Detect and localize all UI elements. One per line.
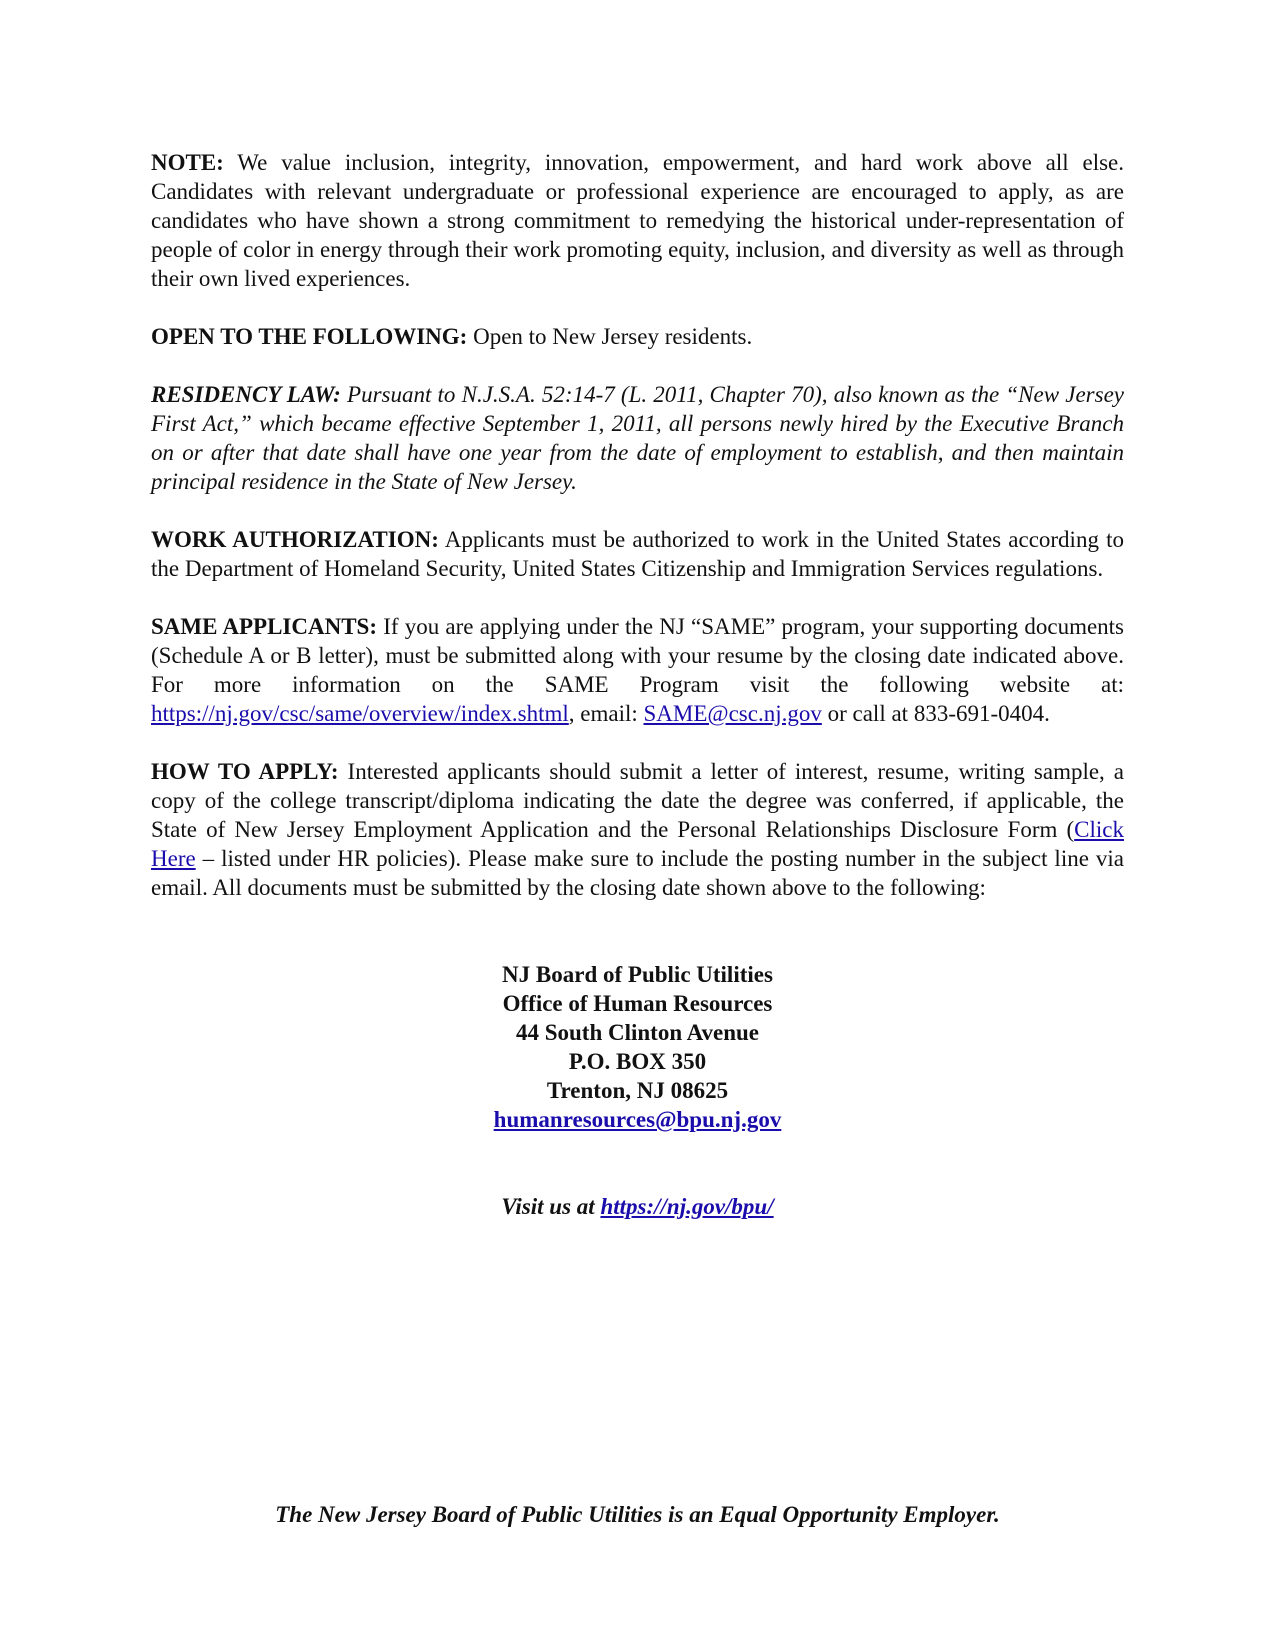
open-to-label: OPEN TO THE FOLLOWING:: [151, 324, 468, 349]
residency-label: RESIDENCY LAW:: [151, 382, 341, 407]
residency-text: Pursuant to N.J.S.A. 52:14-7 (L. 2011, Chapter 70), also known as the “New Jersey First Act,” which became effective September 1, 2011, all persons newly hired by the Executive Branch on or after that date shall have one year from the date of employment to establish, and then maintain principal residence in the State of New Jersey.: [151, 382, 1124, 494]
work-auth-paragraph: [151, 525, 1124, 583]
same-label: SAME APPLICANTS:: [151, 614, 378, 639]
address-line-4: P.O. BOX 350: [568, 1049, 707, 1074]
open-to-text: Open to New Jersey residents.: [467, 324, 753, 349]
same-text-3: or call at 833-691-0404.: [821, 701, 1050, 726]
same-text-2: , email:: [568, 701, 644, 726]
mailing-address: [151, 960, 1124, 1134]
equal-opportunity-footer: The New Jersey Board of Public Utilities is an Equal Opportunity Employer.: [275, 1502, 1000, 1527]
visit-line: [151, 1192, 1124, 1221]
open-to-paragraph: [151, 322, 1124, 351]
address-line-3: 44 South Clinton Avenue: [515, 1020, 760, 1045]
bpu-website-link[interactable]: https://nj.gov/bpu/: [600, 1194, 774, 1219]
note-label: NOTE:: [151, 150, 224, 175]
same-text-1: If you are applying under the NJ “SAME” program, your supporting documents (Schedule A or B letter), must be submitted along with your resume by the closing date indicated above. For more information on the SAME Program visit the following website at:: [151, 614, 1125, 697]
how-to-apply-text-1: Interested applicants should submit a letter of interest, resume, writing sample, a copy of the college transcript/diploma indicating the date the degree was conferred, if applicable, the State of New Jersey Employment Application and the Personal Relationships Disclosure Form (: [151, 759, 1124, 842]
visit-text: Visit us at: [501, 1194, 601, 1219]
hr-email-link[interactable]: humanresources@bpu.nj.gov: [493, 1107, 782, 1132]
same-paragraph: [151, 612, 1124, 728]
work-auth-text: Applicants must be authorized to work in the United States according to the Department of Homeland Security, United States Citizenship and Immigration Services regulations.: [151, 527, 1125, 581]
how-to-apply-text-2: – listed under HR policies). Please make sure to include the posting number in the subject line via email. All documents must be submitted by the closing date shown above to the following:: [151, 846, 1124, 900]
how-to-apply-paragraph: [151, 757, 1124, 902]
work-auth-label: WORK AUTHORIZATION:: [151, 527, 439, 552]
note-paragraph: [151, 148, 1124, 293]
same-website-link[interactable]: https://nj.gov/csc/same/overview/index.shtml: [151, 701, 569, 726]
same-email-link[interactable]: SAME@csc.nj.gov: [643, 701, 822, 726]
note-text: We value inclusion, integrity, innovation, empowerment, and hard work above all else. Candidates with relevant undergraduate or professional experience are encouraged to apply, as are candidates who have shown a strong commitment to remedying the historical under-representation of people of color in energy through their work promoting equity, inclusion, and diversity as well as through their own lived experiences.: [151, 150, 1124, 291]
address-line-5: Trenton, NJ 08625: [546, 1078, 729, 1103]
click-here-link[interactable]: Click Here: [151, 817, 1124, 871]
address-line-1: NJ Board of Public Utilities: [502, 962, 773, 987]
how-to-apply-label: HOW TO APPLY:: [151, 759, 339, 784]
address-line-2: Office of Human Resources: [502, 991, 773, 1016]
document-body: [151, 148, 1124, 1221]
residency-paragraph: [151, 380, 1124, 496]
